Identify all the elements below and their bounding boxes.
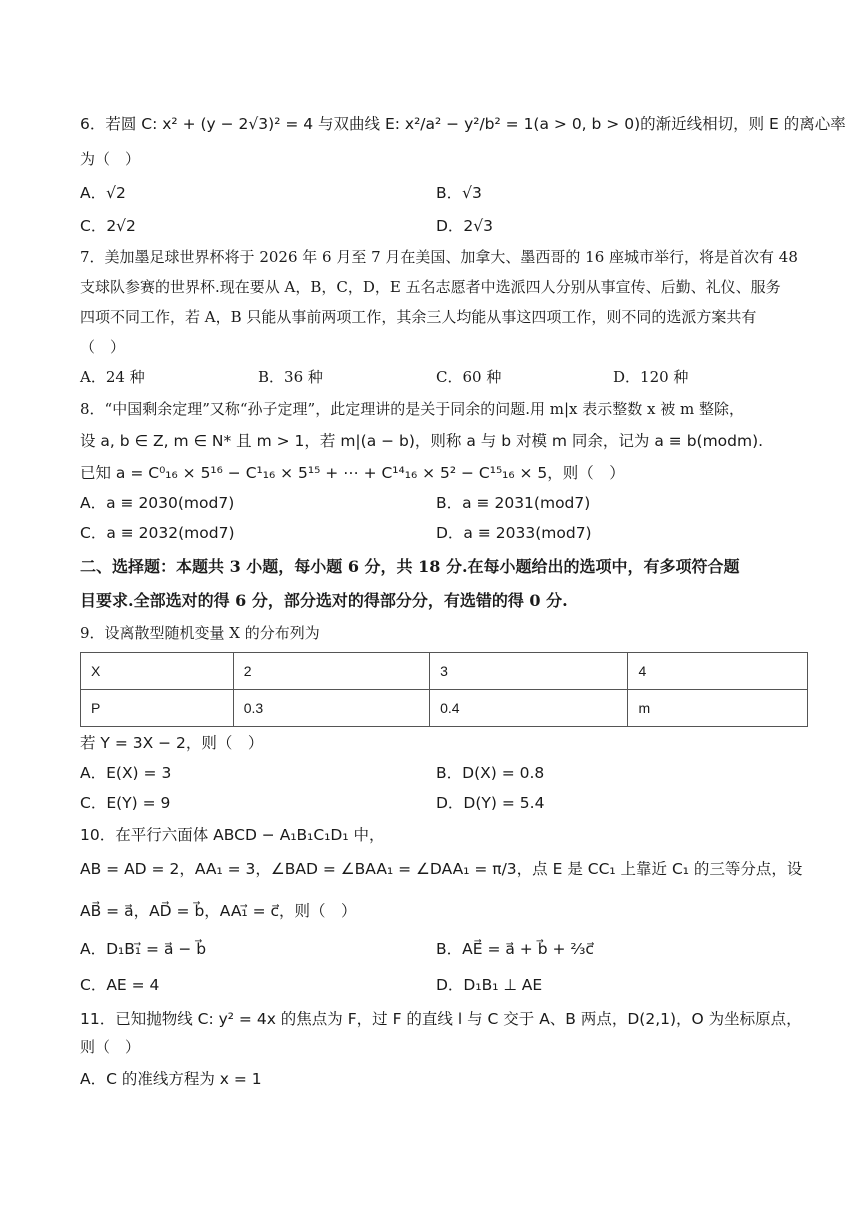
q7-stem-line2: 支球队参赛的世界杯.现在要从 A，B，C，D，E 五名志愿者中选派四人分别从事宣传、后勤、礼仪、服务 xyxy=(80,278,781,296)
section-2-heading-line1: 二、选择题：本题共 3 小题，每小题 6 分，共 18 分.在每小题给出的选项中，有多项符合题 xyxy=(80,557,740,576)
q10-stem-line1: 10．在平行六面体 ABCD − A₁B₁C₁D₁ 中， xyxy=(80,826,385,844)
q9-option-c: C．E(Y) = 9 xyxy=(80,794,171,812)
q10-option-d: D．D₁B₁ ⊥ AE xyxy=(436,976,543,994)
q7-option-a: A．24 种 xyxy=(80,368,145,386)
table-cell: 3 xyxy=(430,653,628,690)
q10-stem-line3: AB⃗ = a⃗，AD⃗ = b⃗，AA₁⃗ = c⃗，则（ ） xyxy=(80,902,357,920)
q9-option-d: D．D(Y) = 5.4 xyxy=(436,794,545,812)
q11-stem-line2: 则（ ） xyxy=(80,1038,141,1056)
q10-option-c: C．AE = 4 xyxy=(80,976,160,994)
q7-stem-line4: （ ） xyxy=(80,338,126,356)
q10-option-a: A．D₁B₁⃗ = a⃗ − b⃗ xyxy=(80,940,207,958)
q7-option-b: B．36 种 xyxy=(258,368,323,386)
section-2-heading-line2: 目要求.全部选对的得 6 分，部分选对的得部分分，有选错的得 0 分. xyxy=(80,591,568,610)
q6-stem-line1: 6．若圆 C: x² + (y − 2√3)² = 4 与双曲线 E: x²/a² − y²/b² = 1(a > 0, b > 0)的渐近线相切，则 E 的离心率 xyxy=(80,115,846,133)
table-row xyxy=(81,653,808,690)
table-cell: 2 xyxy=(233,653,429,690)
q7-option-c: C．60 种 xyxy=(436,368,502,386)
q8-option-a: A．a ≡ 2030(mod7) xyxy=(80,494,235,512)
table-cell: P xyxy=(81,690,234,727)
q7-option-d: D．120 种 xyxy=(613,368,689,386)
q6-option-b: B．√3 xyxy=(436,184,482,202)
q6-option-a: A．√2 xyxy=(80,184,126,202)
q6-option-d: D．2√3 xyxy=(436,217,494,235)
q9-option-a: A．E(X) = 3 xyxy=(80,764,172,782)
distribution-table xyxy=(80,652,808,727)
q8-option-b: B．a ≡ 2031(mod7) xyxy=(436,494,591,512)
q10-stem-line2: AB = AD = 2，AA₁ = 3，∠BAD = ∠BAA₁ = ∠DAA₁ = π/3，点 E 是 CC₁ 上靠近 C₁ 的三等分点，设 xyxy=(80,860,803,878)
q9-stem-line1: 9．设离散型随机变量 X 的分布列为 xyxy=(80,624,320,642)
q9-option-b: B．D(X) = 0.8 xyxy=(436,764,545,782)
q8-option-c: C．a ≡ 2032(mod7) xyxy=(80,524,235,542)
q9-stem-line2: 若 Y = 3X − 2，则（ ） xyxy=(80,734,264,752)
q7-stem-line1: 7．美加墨足球世界杯将于 2026 年 6 月至 7 月在美国、加拿大、墨西哥的 16 座城市举行，将是首次有 48 xyxy=(80,248,798,266)
q10-option-b: B．AE⃗ = a⃗ + b⃗ + ⅔c⃗ xyxy=(436,940,594,958)
q8-stem-line3: 已知 a = C⁰₁₆ × 5¹⁶ − C¹₁₆ × 5¹⁵ + ⋯ + C¹⁴₁₆ × 5² − C¹⁵₁₆ × 5，则（ ） xyxy=(80,464,625,482)
table-cell: 0.3 xyxy=(233,690,429,727)
q11-stem-line1: 11．已知抛物线 C: y² = 4x 的焦点为 F，过 F 的直线 l 与 C 交于 A、B 两点，D(2,1)，O 为坐标原点， xyxy=(80,1010,802,1028)
table-row xyxy=(81,690,808,727)
table-cell: X xyxy=(81,653,234,690)
table-cell: 0.4 xyxy=(430,690,628,727)
table-cell: m xyxy=(628,690,808,727)
q8-stem-line1: 8．“中国剩余定理”又称“孙子定理”，此定理讲的是关于同余的问题.用 m|x 表示整数 x 被 m 整除， xyxy=(80,400,745,418)
table-cell: 4 xyxy=(628,653,808,690)
q8-option-d: D．a ≡ 2033(mod7) xyxy=(436,524,592,542)
q7-stem-line3: 四项不同工作，若 A，B 只能从事前两项工作，其余三人均能从事这四项工作，则不同的选派方案共有 xyxy=(80,308,757,326)
q8-stem-line2: 设 a, b ∈ Z, m ∈ N* 且 m > 1，若 m|(a − b)，则称 a 与 b 对模 m 同余，记为 a ≡ b(modm). xyxy=(80,432,764,450)
q11-option-a: A．C 的准线方程为 x = 1 xyxy=(80,1070,262,1088)
q6-stem-line2: 为（ ） xyxy=(80,150,141,168)
q6-option-c: C．2√2 xyxy=(80,217,136,235)
